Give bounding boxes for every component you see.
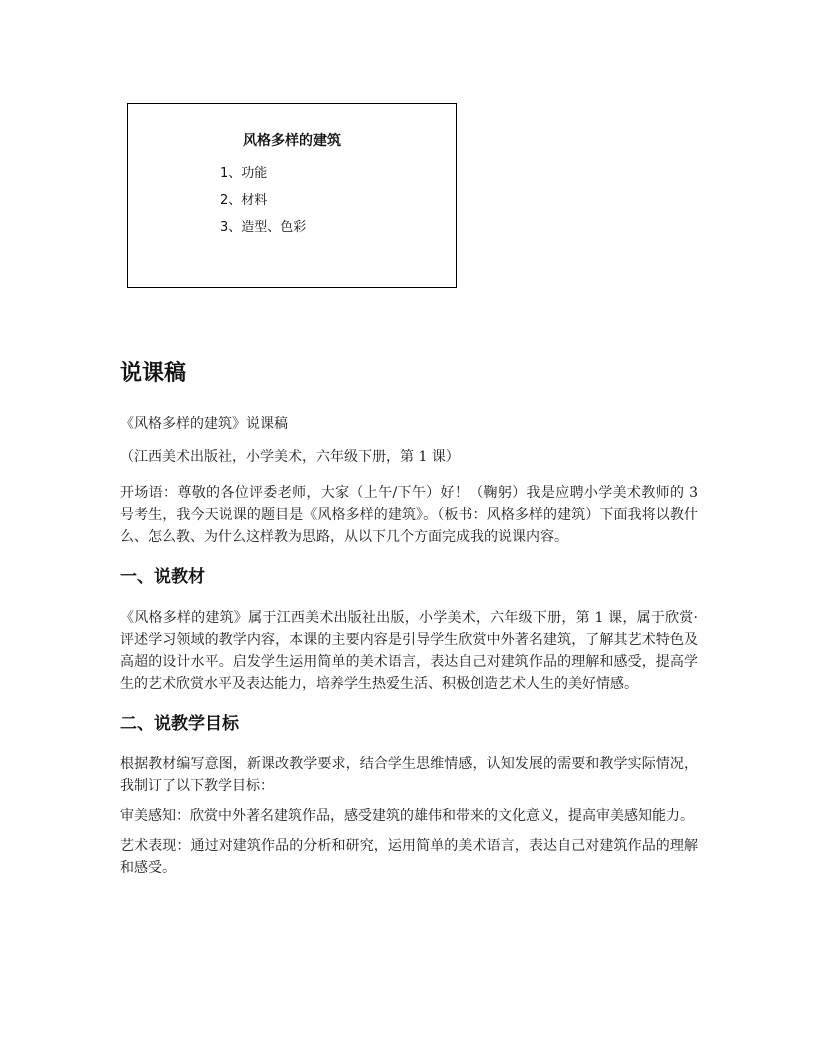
textbook-paragraph: 《风格多样的建筑》属于江西美术出版社出版，小学美术，六年级下册，第 1 课，属于欣赏·评述学习领域的教学内容，本课的主要内容是引导学生欣赏中外著名建筑，了解其艺术特色及高超的设计水平。启发学生运用简单的美术语言，表达自己对建筑作品的理解和感受，提高学生的艺术欣赏水平及表达能力，培养学生热爱生活、积极创造艺术人生的美好情感。 <box>120 610 698 692</box>
goal-aesthetic-perception: 审美感知：欣赏中外著名建筑作品，感受建筑的雄伟和带来的文化意义，提高审美感知能力。 <box>120 808 694 824</box>
blackboard-outline-box <box>127 103 457 288</box>
lesson-subtitle: 《风格多样的建筑》说课稿 <box>120 416 288 432</box>
board-outline-list <box>220 160 306 241</box>
publisher-line: （江西美术出版社，小学美术，六年级下册，第 1 课） <box>120 449 460 465</box>
board-item-function: 1、功能 <box>220 166 268 181</box>
board-item-shape-color: 3、造型、色彩 <box>220 220 307 235</box>
goal-artistic-expression: 艺术表现：通过对建筑作品的分析和研究，运用简单的美术语言，表达自己对建筑作品的理解和感受。 <box>120 838 698 876</box>
board-item-material: 2、材料 <box>220 193 268 208</box>
goals-basis-paragraph: 根据教材编写意图，新课改教学要求，结合学生思维情感，认知发展的需要和教学实际情况，我制订了以下教学目标： <box>120 756 698 794</box>
document-body <box>120 358 698 879</box>
section-heading-textbook: 一、说教材 <box>120 567 205 587</box>
document-title: 说课稿 <box>120 361 187 386</box>
opening-remarks: 开场语：尊敬的各位评委老师，大家（上午/下午）好！（鞠躬）我是应聘小学美术教师的 3 号考生，我今天说课的题目是《风格多样的建筑》。（板书：风格多样的建筑）下面我将以教什么、怎么教、为什么这样教为思路，从以下几个方面完成我的说课内容。 <box>120 485 698 545</box>
board-title: 风格多样的建筑 <box>243 133 341 149</box>
section-heading-teaching-goals: 二、说教学目标 <box>120 714 239 734</box>
